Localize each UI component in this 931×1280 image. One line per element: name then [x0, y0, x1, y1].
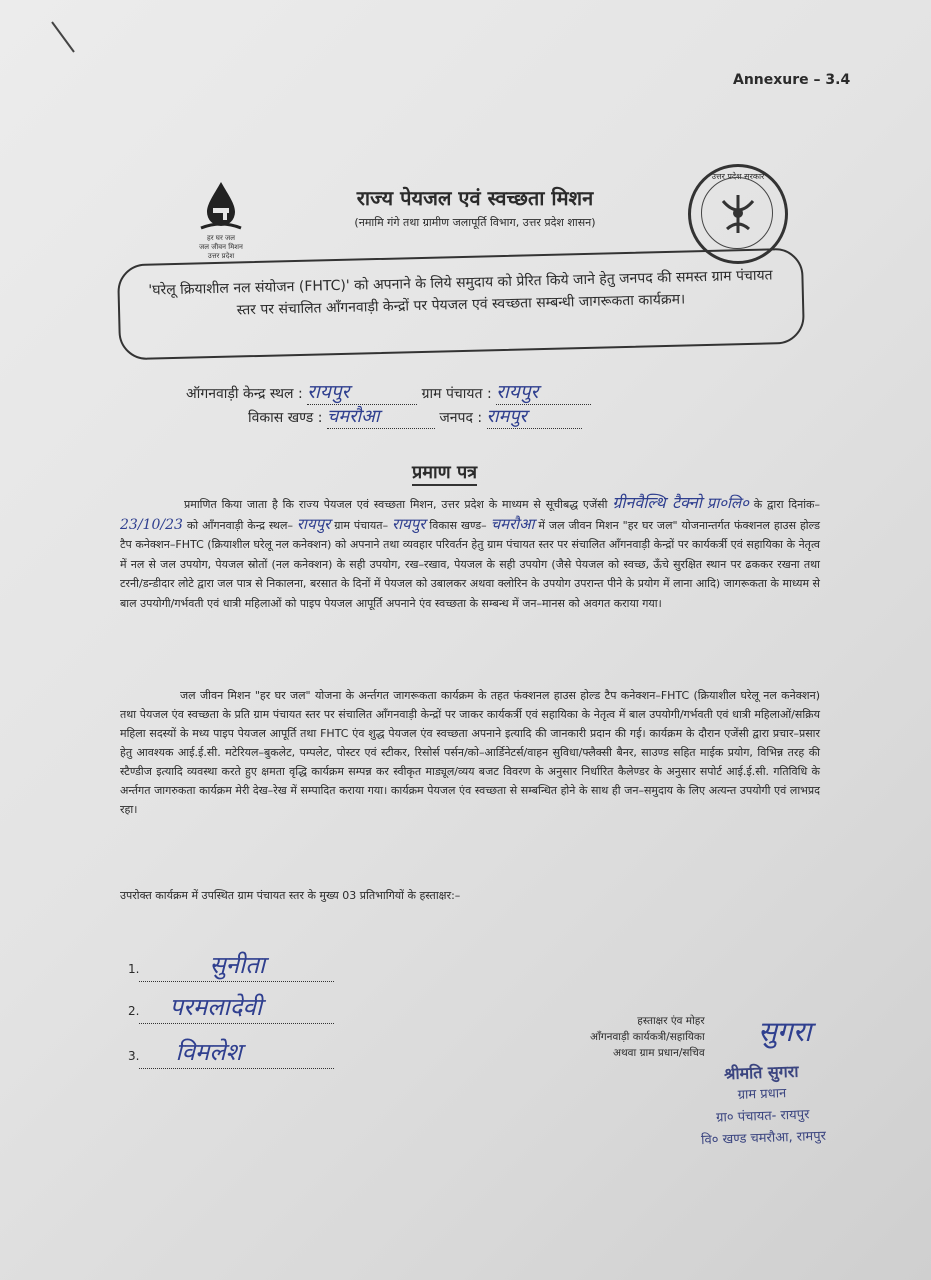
seal-emblem-icon [713, 189, 763, 239]
participant-num: 3. [128, 1049, 140, 1063]
participant-1 [128, 948, 334, 982]
participant-signature: परमलादेवी [169, 993, 263, 1021]
block-value: चमरौआ [490, 514, 535, 533]
panchayat-value: रायपुर [392, 514, 426, 533]
signatory-line-1: हस्ताक्षर एंव मोहर [637, 1015, 705, 1027]
logo-caption-3: उत्तर प्रदेश [207, 252, 235, 260]
date-value: 23/10/23 [120, 516, 183, 533]
paragraph-1 [120, 493, 820, 613]
jal-jeevan-logo [186, 180, 256, 261]
signatory-line-2: आँगनवाड़ी कार्यकत्री/सहायिका [590, 1031, 705, 1043]
participants-intro: उपरोक्त कार्यक्रम में उपस्थित ग्राम पंचायत स्तर के मुख्य 03 प्रतिभागियों के हस्ताक्षर:– [120, 889, 461, 902]
water-drop-tap-icon [199, 180, 243, 230]
field-row-2 [248, 404, 582, 429]
field-row-1 [186, 378, 591, 405]
place-value: रायपुर [296, 514, 331, 533]
vikas-label: विकास खण्ड : [248, 410, 323, 426]
p1-text-d: ग्राम पंचायत– [334, 518, 389, 532]
seal-text: उत्तर प्रदेश सरकार [711, 172, 765, 181]
mission-title: राज्य पेयजल एवं स्वच्छता मिशन [356, 186, 594, 210]
p1-text-a: प्रमाणित किया जाता है कि राज्य पेयजल एवं स्वच्छता मिशन, उत्तर प्रदेश के माध्यम से सूचीबद्ध एजेंसी [184, 498, 608, 511]
participant-num: 1. [128, 962, 140, 976]
anganwadi-value: रायपुर [307, 381, 350, 403]
stamp-line-3: ग्रा० पंचायत- रायपुर [715, 1107, 810, 1126]
participant-3 [128, 1035, 334, 1069]
program-banner: 'घरेलू क्रियाशील नल संयोजन (FHTC)' को अपनाने के लिये समुदाय को प्रेरित किये जाने हेतु जनपद की समस्त ग्राम पंचायत स्तर पर संचालित आँगनवाड़ी केन्द्रों पर पेयजल एवं स्वच्छता सम्बन्धी जागरूकता कार्यक्रम। [117, 248, 805, 361]
stamp-line-1: श्रीमति सुगरा [723, 1061, 799, 1084]
vikas-value: चमरौआ [326, 406, 380, 427]
gram-value: रायपुर [496, 381, 539, 403]
participant-signature: विमलेश [175, 1038, 242, 1066]
p1-text-c: को आँगनवाड़ी केन्द्र स्थल– [186, 518, 293, 532]
stamp-line-4: वि० खण्ड चमरौआ, रामपुर [700, 1128, 827, 1149]
pradhan-signature: सुगरा [758, 1015, 812, 1048]
official-stamp [699, 1060, 827, 1152]
mission-subtitle: (नमामि गंगे तथा ग्रामीण जलापूर्ति विभाग, उत्तर प्रदेश शासन) [354, 216, 596, 229]
pen-mark-icon [48, 16, 80, 56]
janpad-label: जनपद : [439, 410, 483, 426]
logo-caption-1: हर घर जल [207, 234, 235, 242]
participant-num: 2. [128, 1004, 140, 1018]
header [270, 184, 680, 230]
janpad-value: रामपुर [486, 406, 527, 427]
participant-signature: सुनीता [209, 951, 266, 979]
logo-caption-2: जल जीवन मिशन [199, 243, 243, 251]
signatory-block [590, 1013, 705, 1061]
p1-text-f: में जल जीवन मिशन "हर घर जल" योजनान्तर्गत फंक्शनल हाउस होल्ड टैप कनेक्शन–FHTC (क्रियाशील घरेलू नल कनेक्शन) को अपनाने तथा व्यवहार परिवर्तन हेतु ग्राम पंचायत स्तर पर संचालित आँगनवाड़ी केन्द्रों पर कार्यकर्त्री एवं सहायिका के नेतृत्व में नल से जल उपयोग, पेयजल स्रोतों (नल कनेक्शन) के सही उपयोग, रख–रखाव, पेयजल के सही उपयोग (जैसे पेयजल को स्वच्छ, ऊँचे सुरक्षित स्थान पर ढककर रखना तथा टरनी/डन्डीदार लोटे द्वारा जल पात्र से निकालना, बरसात के दिनों में पेयजल को उबालकर अथवा क्लोरिन के उपयोग उपरान्त पीने के प्रयोग में लाना आदि) जागरूकता के माध्यम से बाल उपयोगी/गर्भवती एवं धात्री महिलाओं को पाइप पेयजल आपूर्ति अपनाने एंव स्वच्छता के सम्बन्ध में जन–मानस को अवगत कराया गया। [120, 518, 821, 610]
signatory-line-3: अथवा ग्राम प्रधान/सचिव [612, 1047, 705, 1059]
stamp-line-2: ग्राम प्रधान [737, 1086, 787, 1103]
agency-value-2: प्रा०लि० [706, 494, 749, 512]
p1-text-e: विकास खण्ड– [429, 518, 487, 532]
annexure-label: Annexure – 3.4 [733, 72, 851, 88]
participant-2 [128, 990, 334, 1024]
anganwadi-label: ऑगनवाड़ी केन्द्र स्थल : [186, 386, 303, 402]
agency-value: ग्रीनवैल्थि टैक्नो [612, 493, 702, 512]
gram-label: ग्राम पंचायत : [421, 386, 492, 402]
paragraph-2: जल जीवन मिशन "हर घर जल" योजना के अर्न्तगत जागरूकता कार्यक्रम के तहत फंक्शनल हाउस होल्ड टैप कनेक्शन–FHTC (क्रियाशील घरेलू नल कनेक्शन) तथा पेयजल एंव स्वच्छता के प्रति ग्राम पंचायत स्तर पर संचालित आँगनवाड़ी केन्द्रों पर जाकर कार्यकर्त्री एवं सहायिका के नेतृत्व में बाल उपयोगी/गर्भवती एवं धात्री महिलाओं/सक्रिय महिला सदस्यों के मध्य पाइप पेयजल आपूर्ति तथा FHTC एंव शुद्ध पेयजल एंव स्वच्छता अपनाने इत्यादि की जानकारी प्रदान की गई। कार्यक्रम के दौरान एजेंसी द्वारा प्रचार–प्रसार हेतु आवश्यक आई.ई.सी. मटेरियल–बुकलेट, पम्पलेट, पोस्टर एवं स्टीकर, रिसोर्स पर्सन/को–आर्डिनेटर्स/वाहन सुविधा/फ्लैक्सी बैनर, साउण्ड सहित माईक प्रयोग, विभिन्न तरह की स्टैण्डीज इत्यादि व्यवस्था करते हुए क्षमता वृद्धि कार्यक्रम सम्पन्न कर स्वीकृत माड्यूल/व्यय बजट विवरण के अनुसार निर्धारित कैलेण्डर के अनुसार सपोर्ट आई.ई.सी. गतिविधि के अर्न्तगत जागरुकता कार्यक्रम मेरी देख–रेख में सम्पादित कराया गया। कार्यक्रम पेयजल एंव स्वच्छता से सम्बन्धित होने के साथ ही जन–समुदाय के लिए अत्यन्त उपयोगी एवं लाभप्रद रहा। [120, 689, 820, 816]
p1-text-b: के द्वारा दिनांक– [753, 498, 821, 511]
certificate-title: प्रमाण पत्र [412, 460, 477, 486]
